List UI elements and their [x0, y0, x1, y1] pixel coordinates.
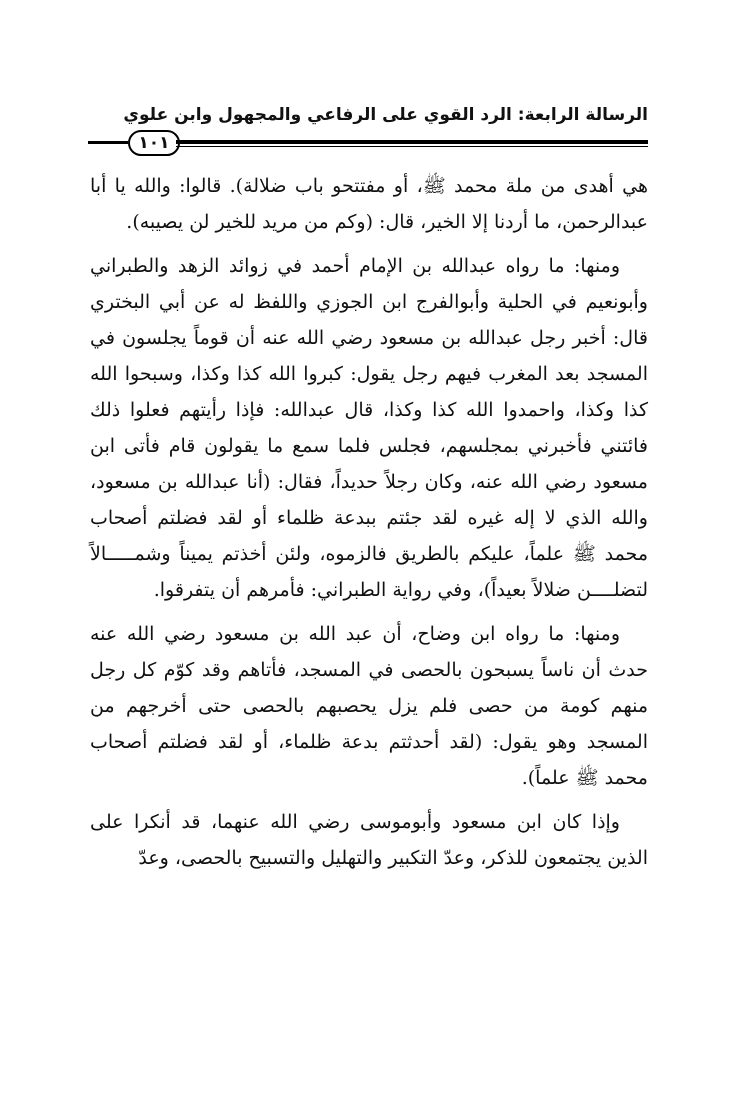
page-number: ١٠١ — [128, 130, 180, 156]
header-rule-thin-line — [176, 146, 648, 147]
paragraph-1: هي أهدى من ملة محمد ﷺ، أو مفتتحو باب ضلالة). قالوا: والله يا أبا عبدالرحمن، ما أردنا إلا الخير، قال: (وكم من مريد للخير لن يصيبه). — [90, 175, 648, 233]
body-text — [90, 168, 648, 876]
running-header-title: الرسالة الرابعة: الرد القوي على الرفاعي والمجهول وابن علوي — [123, 105, 648, 125]
paragraph-3: ومنها: ما رواه ابن وضاح، أن عبد الله بن مسعود رضي الله عنه حدث أن ناساً يسبحون بالحصى في المسجد، فأتاهم وقد كوّم كل رجل منهم كومة من حصى فلم يزل يحصبهم بالحصى حتى أخرجهم من المسجد وهو يقول: (لقد أحدثتم بدعة ظلماء، أو لقد فضلتم أصحاب محمد ﷺ علماً). — [90, 623, 648, 789]
paragraph-4: وإذا كان ابن مسعود وأبوموسى رضي الله عنهما، قد أنكرا على الذين يجتمعون للذكر، وعدّ التكبير والتهليل والتسبيح بالحصى، وعدّ — [90, 811, 648, 869]
header-rule — [88, 130, 648, 160]
paragraph-2: ومنها: ما رواه عبدالله بن الإمام أحمد في زوائد الزهد والطبراني وأبونعيم في الحلية وأبوالفرج ابن الجوزي واللفظ له عن أبي البختري قال: أخبر رجل عبدالله بن مسعود رضي الله عنه أن قوماً يجلسون في المسجد بعد المغرب فيهم رجل يقول: كبروا الله كذا وكذا، وسبحوا الله كذا وكذا، واحمدوا الله كذا وكذا، قال عبدالله: فإذا رأيتهم فعلوا ذلك فائتني فأخبرني بمجلسهم، فجلس فلما سمع ما يقولون قام فأتى ابن مسعود رضي الله عنه، وكان رجلاً حديداً، فقال: (أنا عبدالله بن مسعود، والله الذي لا إله غيره لقد جئتم ببدعة ظلماء أو لقد فضلتم أصحاب محمد ﷺ علماً، عليكم بالطريق فالزموه، ولئن أخذتم يميناً وشمـــــالاً لتضلــــن ضلالاً بعيداً)، وفي رواية الطبراني: فأمرهم أن يتفرقوا. — [90, 255, 649, 601]
header-rule-thick-line — [176, 140, 648, 144]
header-rule-left-segment — [88, 141, 128, 144]
